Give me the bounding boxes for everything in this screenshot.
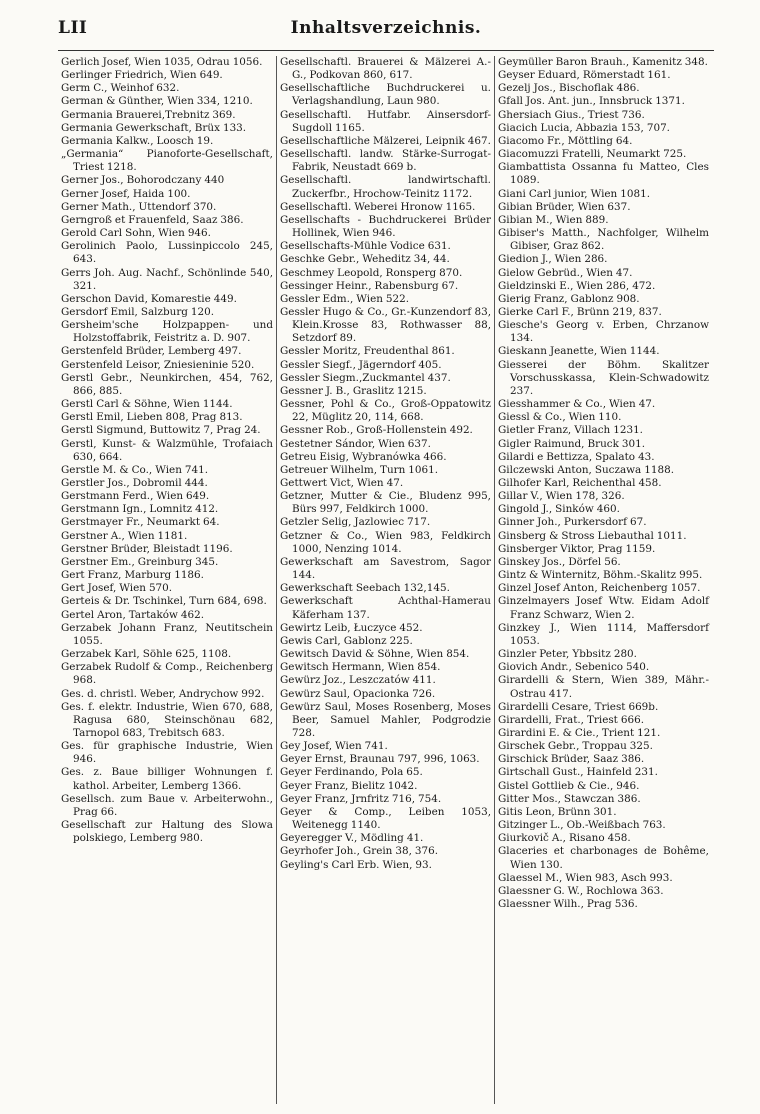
index-entry: Gesellschaftliche Mälzerei, Leipnik 467. [280,134,491,147]
page-header [58,14,714,44]
index-entry: Giacomuzzi Fratelli, Neumarkt 725. [498,148,687,161]
index-entry: Gerstmann Ign., Lomnitz 412. [61,503,219,516]
index-entry: Gillar V., Wien 178, 326. [498,490,625,503]
index-entry: Gezelj Jos., Bischoflak 486. [498,82,640,95]
index-entry: Gessinger Heinr., Rabensburg 67. [280,279,459,292]
index-entry: Gitis Leon, Brünn 301. [498,805,617,818]
index-entry: Germania Gewerkschaft, Brüx 133. [61,121,247,134]
index-entry: Getzler Selig, Jazlowiec 717. [280,516,431,529]
index-entry: Geyer Franz, Jrnfritz 716, 754. [280,792,442,805]
index-entry: Gerrs Joh. Aug. Nachf., Schönlinde 540, 321. [61,266,273,292]
index-entry: Gerner Math., Uttendorf 370. [61,200,217,213]
index-entry: Gieldzinski E., Wien 286, 472. [498,279,656,292]
index-entry: Gilardi e Bettizza, Spalato 43. [498,450,655,463]
index-entry: Ges. z. Baue billiger Wohnungen f. kathol. Arbeiter, Lemberg 1366. [61,766,273,792]
header-rule [58,50,714,51]
index-entry: Gewerkschaft Seebach 132,145. [280,582,450,595]
index-entry: Gesellschaft zur Haltung des Slowa polskiego, Lemberg 980. [61,819,273,845]
index-entry: Gessler Siegm.,Zuckmantel 437. [280,371,451,384]
index-entry: Geyeregger V., Mödling 41. [280,832,424,845]
index-entry: Germ C., Weinhof 632. [61,82,180,95]
index-entry: Gersheim'sche Holzpappen- und Holzstoffabrik, Feistritz a. D. 907. [61,319,273,345]
index-entry: „Germania“ Pianoforte-Gesellschaft, Triest 1218. [61,148,273,174]
index-entry: Gibian M., Wien 889. [498,213,609,226]
index-entry: Gettwert Vict, Wien 47. [280,477,404,489]
index-entry: Gerteis & Dr. Tschinkel, Turn 684, 698. [61,595,267,608]
index-entry: Ginsberger Viktor, Prag 1159. [498,542,656,555]
index-entry: Giurkovič A., Risano 458. [498,832,631,845]
index-entry: Gerzabek Rudolf & Comp., Reichenberg 968. [61,661,273,687]
index-entry: Gerngroß et Frauenfeld, Saaz 386. [61,213,244,226]
index-entry: Gessler Edm., Wien 522. [280,292,410,305]
index-entry: Girschick Brüder, Saaz 386. [498,753,645,766]
index-entry: Gerstner Brüder, Bleistadt 1196. [61,542,233,555]
index-entry: Ghersiach Gius., Triest 736. [498,108,645,121]
index-entry: Gewerkschaft Achthal-Hamerau Käferham 137. [280,595,491,621]
index-entry: Gert Josef, Wien 570. [61,582,173,595]
index-entry: Gistel Gottlieb & Cie., 946. [498,779,640,792]
index-entry: Gerstmann Ferd., Wien 649. [61,490,210,503]
index-column-1 [58,56,276,1104]
index-entry: Gilczewski Anton, Suczawa 1188. [498,463,674,476]
index-entry: Gerstl Carl & Söhne, Wien 1144. [61,398,233,411]
index-entry: Getreuer Wilhelm, Turn 1061. [280,463,439,476]
index-entry: Gerlinger Friedrich, Wien 649. [61,69,223,82]
index-entry: Gintz & Winternitz, Böhm.-Skalitz 995. [498,569,703,582]
index-entry: Gerstner Em., Greinburg 345. [61,555,219,568]
index-entry: Ginner Joh., Purkersdorf 67. [498,516,647,529]
index-entry: Ges. f. elektr. Industrie, Wien 670, 688, Ragusa 680, Steinschönau 682, Tarnopol 683, Trebitsch 683. [61,700,273,739]
index-entry: Giani Carl junior, Wien 1081. [498,187,650,200]
index-entry: Geyling's Carl Erb. Wien, 93. [280,858,432,871]
index-entry: Gewis Carl, Gablonz 225. [280,634,413,647]
index-entry: Geymüller Baron Brauh., Kamenitz 348. [498,56,708,68]
index-entry: Gitter Mos., Stawczan 386. [498,792,641,805]
index-entry: Gerstler Jos., Dobromil 444. [61,477,208,489]
index-entry: Gessler Hugo & Co., Gr.-Kunzendorf 83, Klein.Krosse 83, Rothwasser 88, Setzdorf 89. [280,305,491,345]
index-entry: Germania Kalkw., Loosch 19. [61,134,214,147]
index-entry: Ginzkey J., Wien 1114, Maffersdorf 1053. [498,621,709,647]
index-entry: Ginzel Josef Anton, Reichenberg 1057. [498,582,701,595]
index-entry: Geyer & Comp., Leiben 1053, Weitenegg 1140. [280,805,491,832]
index-entry: Gibiser's Matth., Nachfolger, Wilhelm Gibiser, Graz 862. [498,227,709,253]
index-entry: Gerzabek Johann Franz, Neutitschein 1055. [61,621,273,647]
index-entry: Geyer Franz, Bielitz 1042. [280,779,418,792]
index-entry: Gestetner Sándor, Wien 637. [280,437,431,450]
index-entry: Gerschon David, Komarestie 449. [61,292,237,305]
index-entry: Gesellschaftl. Weberei Hronow 1165. [280,200,476,213]
index-entry: Gerstl Gebr., Neunkirchen, 454, 762, 866, 885. [61,371,273,397]
index-entry: Geschmey Leopold, Ronsperg 870. [280,266,463,279]
index-entry: Gierig Franz, Gablonz 908. [498,292,640,305]
index-entry: Glaessner G. W., Rochlowa 363. [498,884,664,897]
index-entry: Girardini E. & Cie., Trient 121. [498,726,661,739]
index-entry: Giesche's Georg v. Erben, Chrzanow 134. [498,319,709,345]
index-entry: Gewirtz Leib, Łuczyce 452. [280,621,423,634]
index-entry: Gieskann Jeanette, Wien 1144. [498,345,660,358]
index-entry: Glaessel M., Wien 983, Asch 993. [498,871,673,884]
index-entry: Giacich Lucia, Abbazia 153, 707. [498,121,670,134]
index-entry: Gesellsch. zum Baue v. Arbeiterwohn., Prag 66. [61,792,273,818]
index-entry: Gersdorf Emil, Salzburg 120. [61,305,215,318]
index-columns [58,56,714,1104]
index-entry: Gfall Jos. Ant. jun., Innsbruck 1371. [498,95,685,108]
index-entry: Gewerkschaft am Savestrom, Sagor 144. [280,555,491,582]
index-entry: Girardelli Cesare, Triest 669b. [498,700,659,713]
index-entry: Gerstle M. & Co., Wien 741. [61,463,209,476]
index-entry: Glaceries et charbonages de Bohême, Wien 130. [498,845,709,871]
index-entry: Ginzler Peter, Ybbsitz 280. [498,648,637,661]
index-column-3 [494,56,712,1104]
index-entry: Gessler Moritz, Freudenthal 861. [280,345,455,358]
index-entry: Getreu Eisig, Wybranówka 466. [280,450,447,463]
index-entry: Giesshammer & Co., Wien 47. [498,398,656,411]
index-entry: Gessner, Pohl & Co., Groß-Oppatowitz 22, Müglitz 20, 114, 668. [280,398,491,424]
index-entry: Gerner Jos., Bohorodczany 440 [61,174,225,187]
index-entry: Gitzinger L., Ob.-Weißbach 763. [498,819,666,832]
index-entry: Gerner Josef, Haida 100. [61,187,191,200]
index-entry: Gessner Rob., Groß-Hollenstein 492. [280,424,473,437]
index-entry: Gesellschaftliche Buchdruckerei u. Verlagshandlung, Laun 980. [280,82,491,108]
index-entry: Gerstenfeld Leisor, Zniesieninie 520. [61,358,255,371]
index-entry: Gesellschafts - Buchdruckerei Brüder Hollinek, Wien 946. [280,213,491,240]
index-entry: Gessner J. B., Graslitz 1215. [280,384,427,397]
index-entry: Girardelli, Frat., Triest 666. [498,713,644,726]
index-entry: Gerzabek Karl, Söhle 625, 1108. [61,648,232,661]
index-entry: Gey Josef, Wien 741. [280,740,388,753]
index-entry: Gerstner A., Wien 1181. [61,529,188,542]
index-entry: Gesellschaftl. landwirtschaftl. Zuckerfbr., Hrochow-Teinitz 1172. [280,174,491,200]
index-entry: Gesellschaftl. landw. Stärke-Surrogat- Fabrik, Neustadt 669 b. [280,148,491,174]
index-entry: Gesellschaftl. Brauerei & Mälzerei A.-G., Podkovan 860, 617. [280,56,491,82]
index-entry: Geyer Ernst, Braunau 797, 996, 1063. [280,753,480,766]
index-entry: Giesserei der Böhm. Skalitzer Vorschusskassa, Klein-Schwadowitz 237. [498,358,709,397]
index-entry: Gessler Siegf., Jägerndorf 405. [280,358,442,371]
index-entry: Gerstl Sigmund, Buttowitz 7, Prag 24. [61,424,261,437]
index-entry: Gerold Carl Sohn, Wien 946. [61,227,211,240]
index-entry: Giovich Andr., Sebenico 540. [498,661,650,674]
index-entry: German & Günther, Wien 334, 1210. [61,95,253,108]
index-entry: Gewürz Joz., Leszczatów 411. [280,674,436,687]
index-entry: Getzner & Co., Wien 983, Feldkirch 1000, Nenzing 1014. [280,529,491,555]
index-entry: Ginskey Jos., Dörfel 56. [498,555,621,568]
index-entry: Ginsberg & Stross Liebauthal 1011. [498,529,687,542]
index-entry: Geschke Gebr., Weheditz 34, 44. [280,253,450,266]
index-entry: Giacomo Fr., Möttling 64. [498,134,633,147]
index-column-2 [276,56,494,1104]
index-entry: Gielow Gebrüd., Wien 47. [498,266,633,279]
index-entry: Gesellschaftl. Hutfabr. Ainsersdorf-Sugdoll 1165. [280,108,491,134]
index-entry: Giedion J., Wien 286. [498,253,608,266]
index-entry: Giambattista Ossanna fu Matteo, Cles 1089. [498,161,709,187]
page-title: Inhaltsverzeichnis. [290,18,482,38]
index-entry: Glaessner Wilh., Prag 536. [498,898,638,910]
index-entry: Girtschall Gust., Hainfeld 231. [498,766,658,779]
index-entry: Gibian Brüder, Wien 637. [498,200,631,213]
index-entry: Gewürz Saul, Moses Rosenberg, Moses Beer, Samuel Mahler, Podgrodzie 728. [280,700,491,739]
index-entry: Ginzelmayers Josef Wtw. Eidam Adolf Franz Schwarz, Wien 2. [498,595,709,621]
index-entry: Gerstenfeld Brüder, Lemberg 497. [61,345,242,358]
index-entry: Gingold J., Sinków 460. [498,503,620,516]
index-entry: Getzner, Mutter & Cie., Bludenz 995, Bürs 997, Feldkirch 1000. [280,490,491,516]
index-entry: Girschek Gebr., Troppau 325. [498,740,653,753]
index-entry: Gewürz Saul, Opacionka 726. [280,687,436,700]
index-entry: Giessl & Co., Wien 110. [498,411,622,424]
index-entry: Geyrhofer Joh., Grein 38, 376. [280,845,439,858]
index-entry: Gigler Raimund, Bruck 301. [498,437,646,450]
index-entry: Germania Brauerei,Trebnitz 369. [61,108,236,121]
index-entry: Gerstl Emil, Lieben 808, Prag 813. [61,411,243,424]
page-number: LII [58,18,88,38]
index-entry: Gesellschafts-Mühle Vodice 631. [280,240,451,253]
index-entry: Girardelli & Stern, Wien 389, Mähr.-Ostrau 417. [498,674,709,700]
index-entry: Geyser Eduard, Römerstadt 161. [498,69,671,82]
index-entry: Geyer Ferdinando, Pola 65. [280,766,423,779]
index-entry: Gerstmayer Fr., Neumarkt 64. [61,516,220,529]
index-entry: Gierke Carl F., Brünn 219, 837. [498,305,662,318]
index-entry: Gertel Aron, Tartaków 462. [61,608,205,621]
index-entry: Gewitsch Hermann, Wien 854. [280,661,441,674]
index-entry: Ges. d. christl. Weber, Andrychow 992. [61,687,265,700]
index-entry: Gietler Franz, Villach 1231. [498,424,643,437]
index-entry: Ges. für graphische Industrie, Wien 946. [61,740,273,766]
index-entry: Gewitsch David & Söhne, Wien 854. [280,648,470,661]
index-entry: Gilhofer Karl, Reichenthal 458. [498,477,662,489]
index-entry: Gerolinich Paolo, Lussinpiccolo 245, 643. [61,240,273,266]
index-entry: Gerstl, Kunst- & Walzmühle, Trofaiach 630, 664. [61,437,273,463]
index-entry: Gert Franz, Marburg 1186. [61,569,204,582]
index-entry: Gerlich Josef, Wien 1035, Odrau 1056. [61,56,263,68]
